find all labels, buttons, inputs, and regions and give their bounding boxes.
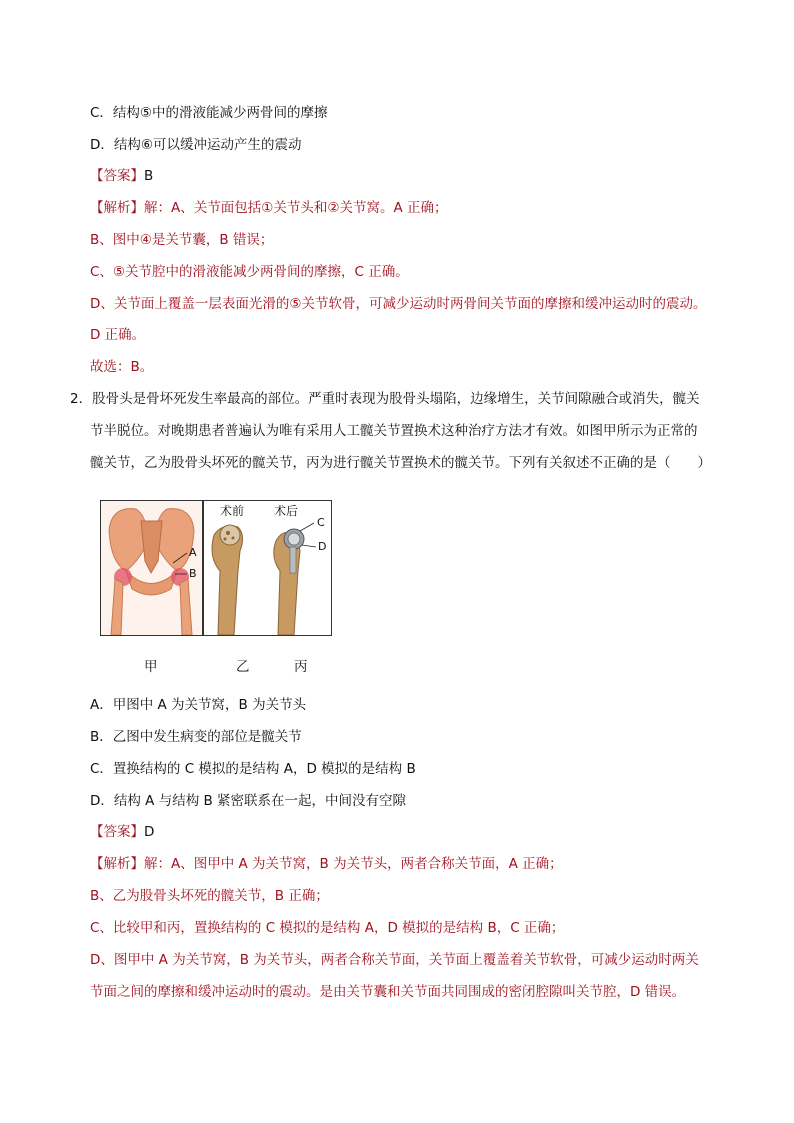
question-2-line-3: 髋关节，乙为股骨头坏死的髋关节，丙为进行髋关节置换术的髋关节。下列有关叙述不正确的是（ ） <box>90 455 711 471</box>
explanation-q1-b: B、图中④是关节囊，B 错误； <box>90 232 274 248</box>
femur-illustration <box>204 501 331 635</box>
explanation-q2-b: B、乙为股骨头坏死的髋关节，B 正确； <box>90 888 329 904</box>
answer-label: 【答案】 <box>90 168 144 184</box>
option-c-q2: C．置换结构的 C 模拟的是结构 A，D 模拟的是结构 B <box>90 761 416 777</box>
option-d-q1: D．结构⑥可以缓冲运动产生的震动 <box>90 137 302 153</box>
explanation-q1 <box>90 198 447 218</box>
explanation-label: 【解析】 <box>90 200 144 216</box>
answer-q1 <box>90 166 153 186</box>
question-2-line-2: 节半脱位。对晚期患者普遍认为唯有采用人工髋关节置换术这种治疗方法才有效。如图甲所示为正常的 <box>90 423 698 439</box>
hip-joint-figure <box>100 500 332 636</box>
caption-bing: 丙 <box>294 659 308 675</box>
explanation-q2-d: D、图甲中 A 为关节窝，B 为关节头，两者合称关节面，关节面上覆盖着关节软骨，可减少运动时两关 <box>90 952 699 968</box>
choose-q1: 故选：B。 <box>90 359 154 375</box>
tag-d: D <box>318 540 327 553</box>
tag-a: A <box>189 546 197 559</box>
explanation-q2-d-cont: 节面之间的摩擦和缓冲运动时的震动。是由关节囊和关节面共同围成的密闭腔隙叫关节腔，D 错误。 <box>90 984 686 1000</box>
explanation-label: 【解析】 <box>90 856 144 872</box>
explanation-text: 解：A、关节面包括①关节头和②关节窝。A 正确； <box>144 200 448 216</box>
figure-panel-yi-bing <box>203 500 332 636</box>
answer-q2 <box>90 822 154 842</box>
question-2-line-1: 2．股骨头是骨坏死发生率最高的部位。严重时表现为股骨头塌陷，边缘增生，关节间隙融合或消失，髋关 <box>70 391 700 407</box>
label-after: 术后 <box>274 504 299 518</box>
option-d-q2: D．结构 A 与结构 B 紧密联系在一起，中间没有空隙 <box>90 793 407 809</box>
figure-panel-jia <box>100 500 203 636</box>
answer-value: B <box>144 168 154 184</box>
explanation-q2-c: C、比较甲和丙，置换结构的 C 模拟的是结构 A，D 模拟的是结构 B，C 正确； <box>90 920 565 936</box>
explanation-q2 <box>90 854 563 874</box>
explanation-q1-c: C、⑤关节腔中的滑液能减少两骨间的摩擦，C 正确。 <box>90 264 409 280</box>
label-before: 术前 <box>220 504 245 518</box>
answer-value: D <box>144 824 155 840</box>
caption-jia: 甲 <box>144 659 158 675</box>
caption-yi: 乙 <box>236 659 250 675</box>
option-b-q2: B．乙图中发生病变的部位是髋关节 <box>90 729 302 745</box>
pelvis-illustration <box>101 501 202 635</box>
explanation-text: 解：A、图甲中 A 为关节窝，B 为关节头，两者合称关节面，A 正确； <box>144 856 563 872</box>
tag-b: B <box>189 567 197 580</box>
explanation-q1-d-cont: D 正确。 <box>90 327 146 343</box>
answer-label: 【答案】 <box>90 824 144 840</box>
explanation-q1-d: D、关节面上覆盖一层表面光滑的⑤关节软骨，可减少运动时两骨间关节面的摩擦和缓冲运动时的震动。 <box>90 296 707 312</box>
option-c-q1: C．结构⑤中的滑液能减少两骨间的摩擦 <box>90 105 328 121</box>
tag-c: C <box>317 516 325 529</box>
option-a-q2: A．甲图中 A 为关节窝，B 为关节头 <box>90 697 307 713</box>
